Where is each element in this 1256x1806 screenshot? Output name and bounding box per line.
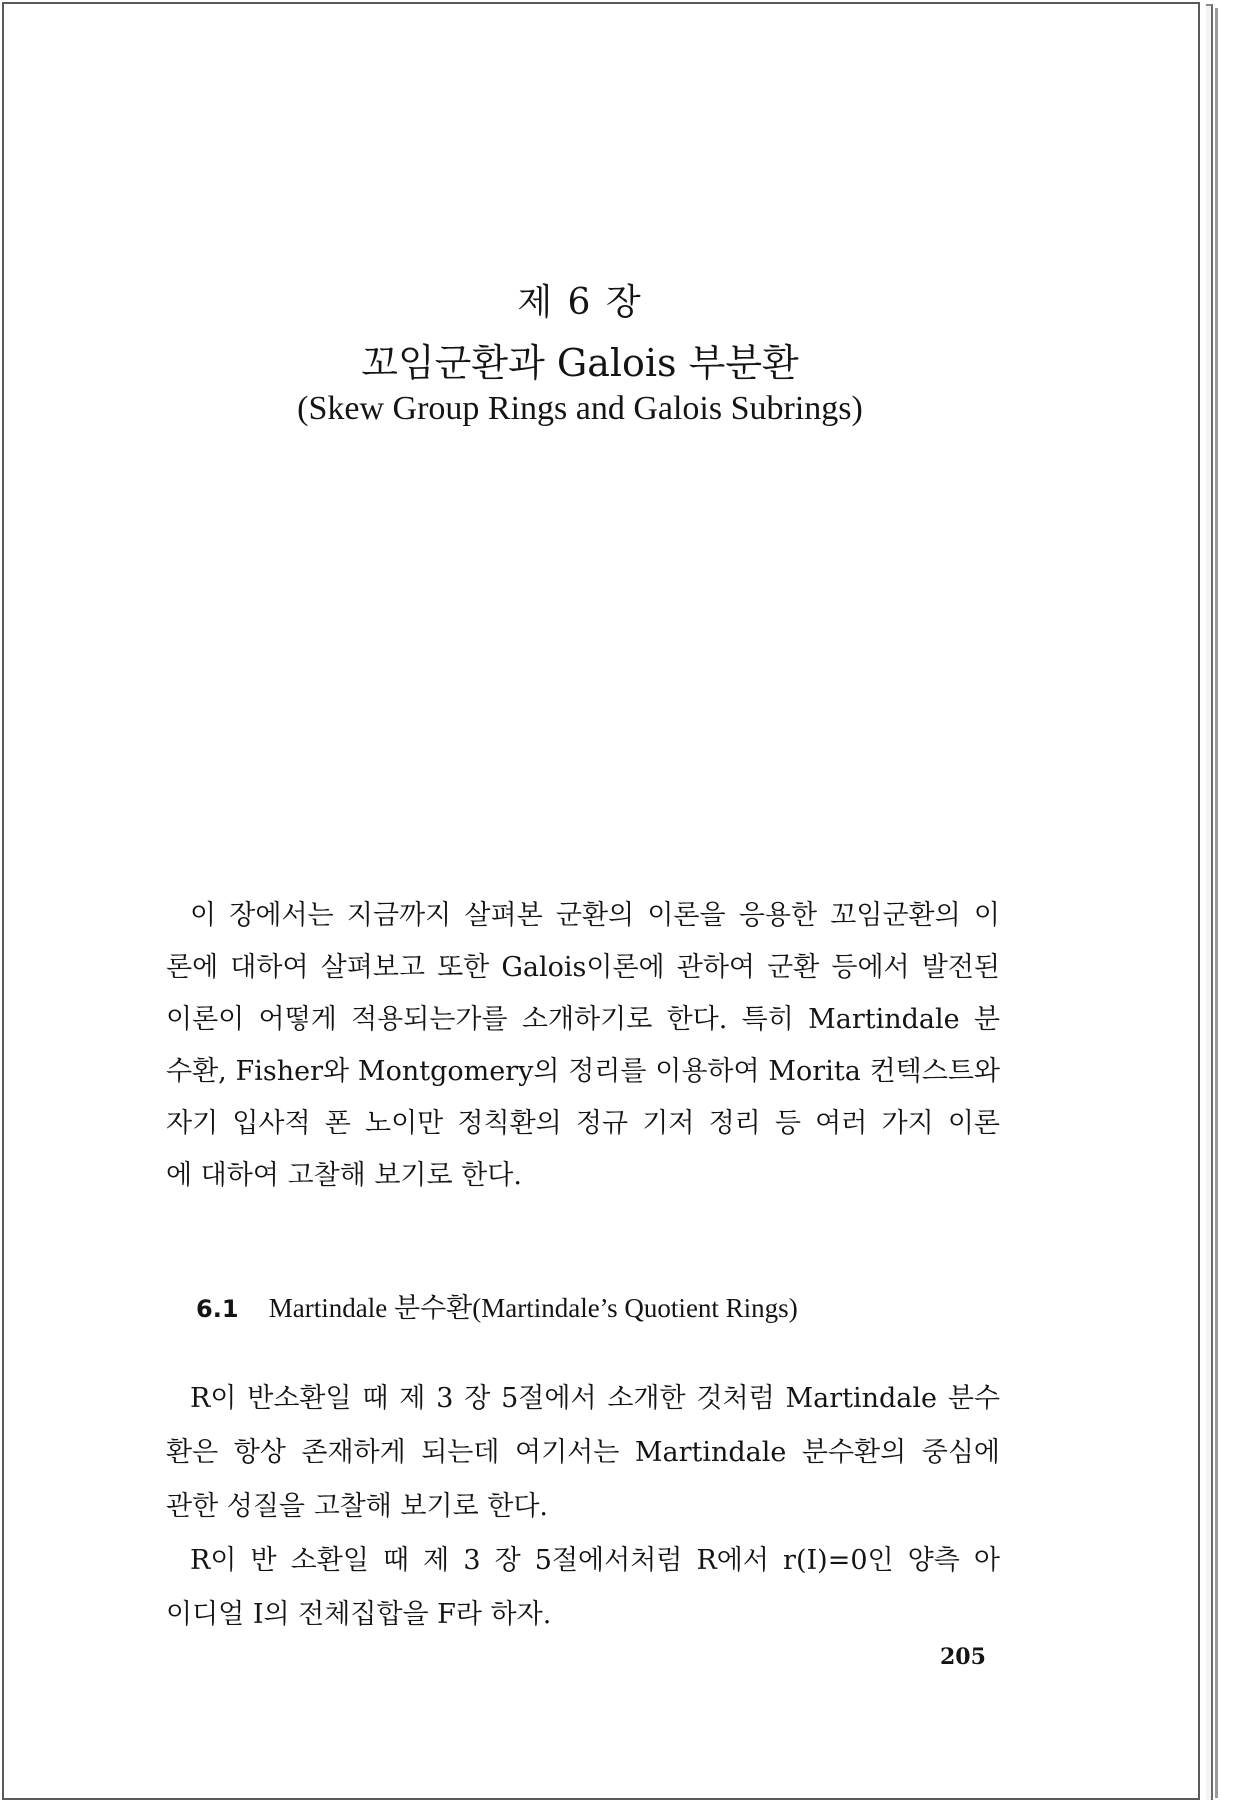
intro-line: 론에 대하여 살펴보고 또한 Galois이론에 관하여 군환 등에서 발전된 (166, 952, 1000, 983)
intro-line: 이론이 어떻게 적용되는가를 소개하기로 한다. 특히 Martindale 분 (166, 1004, 1000, 1035)
intro-line: 에 대하여 고찰해 보기로 한다. (166, 1160, 522, 1191)
page-number: 205 (940, 1644, 986, 1670)
page-edge-shadow (1215, 8, 1218, 1798)
chapter-title: 꼬임군환과 Galois 부분환 (361, 341, 799, 385)
body-line: 환은 항상 존재하게 되는데 여기서는 Martindale 분수환의 중심에 (166, 1437, 1000, 1468)
chapter-number: 제 6 장 (517, 282, 643, 323)
body-line: 이디얼 I의 전체집합을 F라 하자. (166, 1599, 552, 1630)
page-edge (1206, 4, 1213, 1800)
intro-line: 이 장에서는 지금까지 살펴본 군환의 이론을 응용한 꼬임군환의 이 (190, 900, 1000, 931)
intro-line: 자기 입사적 폰 노이만 정칙환의 정규 기저 정리 등 여러 가지 이론 (166, 1108, 1000, 1139)
intro-line: 수환, Fisher와 Montgomery의 정리를 이용하여 Morita 컨텍스트와 (166, 1056, 1000, 1087)
body-line: R이 반 소환일 때 제 3 장 5절에서처럼 R에서 r(I)=0인 양측 아 (190, 1545, 1000, 1576)
body-line: R이 반소환일 때 제 3 장 5절에서 소개한 것처럼 Martindale 분수 (190, 1383, 1000, 1414)
section-body (166, 1372, 1000, 1642)
chapter-subtitle: (Skew Group Rings and Galois Subrings) (297, 390, 863, 427)
intro-paragraph (166, 890, 1000, 1202)
section-title: Martindale 분수환(Martindale’s Quotient Rings) (268, 1293, 798, 1323)
body-line: 관한 성질을 고찰해 보기로 한다. (166, 1491, 548, 1522)
section-heading (196, 1286, 798, 1325)
section-number: 6.1 (196, 1295, 239, 1323)
